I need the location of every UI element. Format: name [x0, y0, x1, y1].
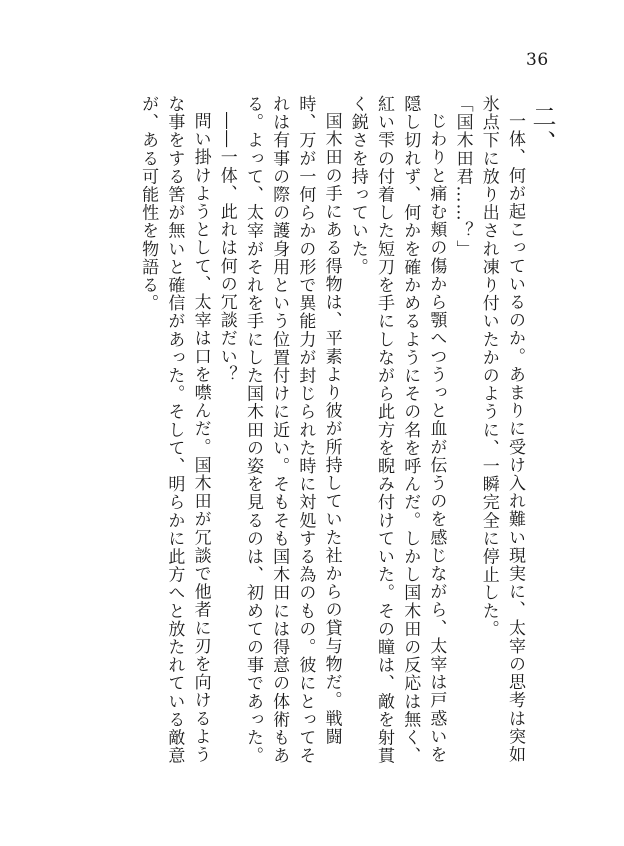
paragraph: じわりと痛む頬の傷から顎へつうっと血が伝うのを感じながら、太宰は戸惑いを隠し切れず、何かを確かめるようにその名を呼んだ。しかし国木田の反応は無く、紅い雫の付着した短刀を手にしながら此方を睨み付けていた。その瞳は、敵を射貫く鋭さを持っていた。: [347, 95, 447, 765]
paragraph: 一体、何が起こっているのか。あまりに受け入れ難い現実に、太宰の思考は突如氷点下に放り出され凍り付いたかのように、一瞬完全に停止した。: [478, 95, 525, 764]
paragraph: ――一体、此れは何の冗談だい？: [216, 112, 237, 384]
paragraph: 「国木田君……？」: [452, 95, 473, 258]
chapter-heading: 二、: [528, 104, 556, 156]
page-number: 36: [526, 50, 549, 70]
paragraph: 問い掛けようとして、太宰は口を噤んだ。国木田が冗談で他者に刃を向けるような事をする筈が無いと確信があった。そして、明らかに此方へと放たれている敵意が、ある可能性を物語る。: [138, 95, 211, 765]
paragraph: 国木田の手にある得物は、平素より彼が所持していた社からの貸与物だ。戦闘時、万が一何らかの形で異能力が封じられた時に対処する為のもの。彼にとってそれは有事の際の護身用という位置付けに近い。そもそも国木田には得意の体術もある。よって、太宰がそれを手にした国木田の姿を見るのは、初めての事であった。: [242, 95, 342, 765]
body-text: [135, 95, 528, 775]
